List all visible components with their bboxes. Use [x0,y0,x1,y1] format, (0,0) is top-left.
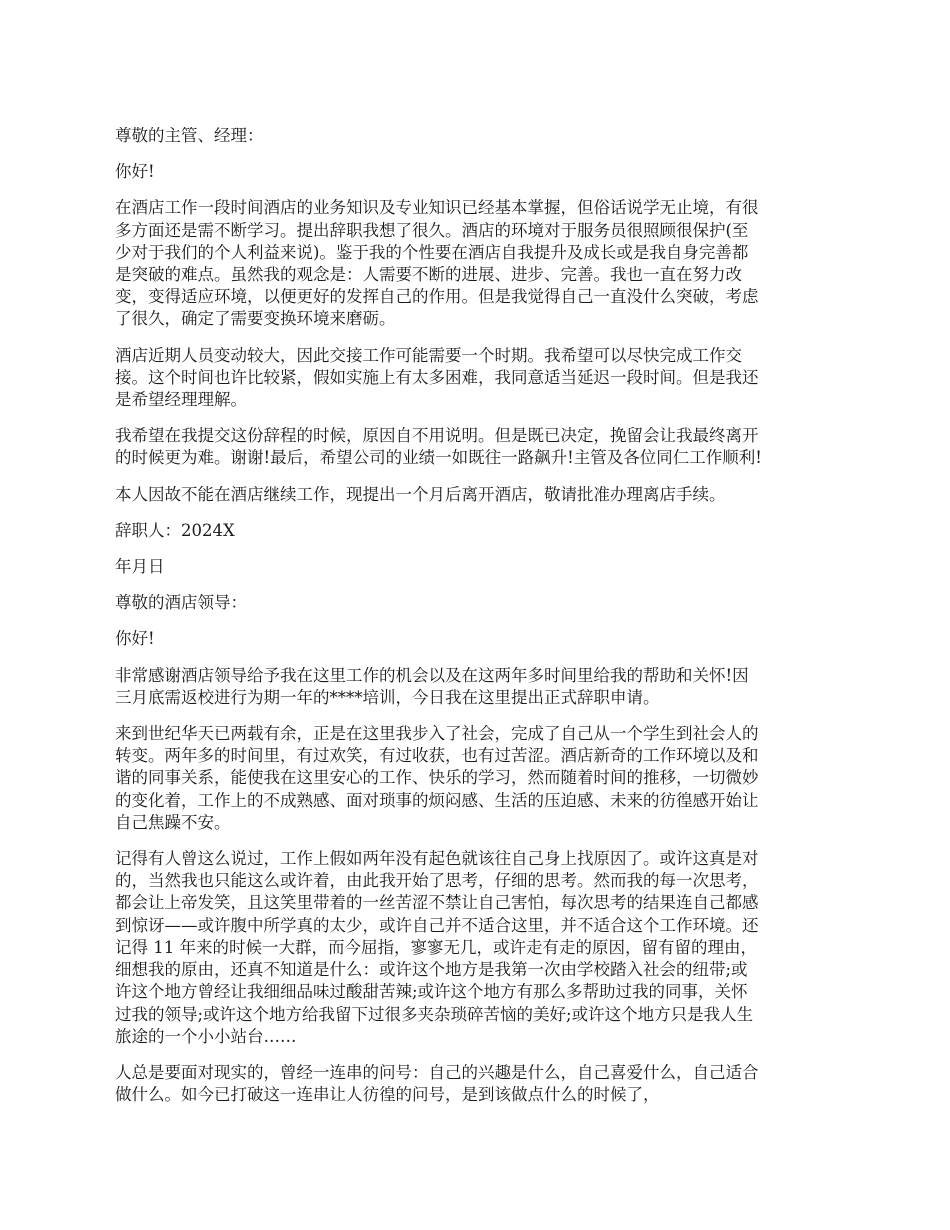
text-line: 本人因故不能在酒店继续工作，现提出一个月后离开酒店，敬请批准办理离店手续。 [115,484,726,504]
text-line: 的时候更为难。谢谢!最后，希望公司的业绩一如既往一路飙升!主管及各位同仁工作顺利! [115,448,762,468]
text-line: 转变。两年多的时间里，有过欢笑，有过收获，也有过苦涩。酒店新奇的工作环境以及和 [115,746,759,766]
text-line: 辞职人：2024X [115,520,235,540]
text-line: 在酒店工作一段时间酒店的业务知识及专业知识已经基本掌握，但俗话说学无止境，有很 [115,198,759,218]
text-line: 是希望经理理解。 [115,390,247,410]
text-line: 非常感谢酒店领导给予我在这里工作的机会以及在这两年多时间里给我的帮助和关怀!因 [115,665,749,685]
text-line: 来到世纪华天已两载有余，正是在这里我步入了社会，完成了自己从一个学生到社会人的 [115,724,759,744]
text-line: 的，当然我也只能这么或许着，由此我开始了思考，仔细的思考。然而我的每一次思考， [115,871,759,891]
text-line: 尊敬的主管、经理： [115,126,264,145]
text-line: 旅途的一个小小站台…… [115,1026,297,1046]
paragraph [115,848,843,1048]
paragraph [115,161,843,183]
paragraph [115,723,843,834]
text-line: 的变化着，工作上的不成熟感、面对琐事的烦闷感、生活的压迫感、未来的彷徨感开始让 [115,790,759,810]
text-line: 变，变得适应环境，以便更好的发挥自己的作用。但是我觉得自己一直没什么突破，考虑 [115,287,759,307]
paragraph [115,345,843,412]
text-line: 接。这个时间也许比较紧，假如实施上有太多困难，我同意适当延迟一段时间。但是我还 [115,367,759,387]
paragraph [115,484,843,506]
paragraph [115,125,843,147]
text-line: 做什么。如今已打破这一连串让人彷徨的问号，是到该做点什么的时候了， [115,1085,660,1105]
text-line: 年月日 [115,557,165,577]
text-line: 记得有人曾这么说过，工作上假如两年没有起色就该往自己身上找原因了。或许这真是对 [115,849,759,869]
text-line: 少对于我们的个人利益来说)。鉴于我的个性要在酒店自我提升及成长或是我自身完善都 [115,242,749,262]
paragraph [115,665,843,709]
text-line: 我希望在我提交这份辞程的时候，原因自不用说明。但是既已决定，挽留会让我最终离开 [115,426,759,446]
text-line: 你好! [115,629,155,649]
text-line: 细想我的原由，还真不知道是什么：或许这个地方是我第一次由学校踏入社会的纽带;或 [115,960,748,980]
document-page [115,125,843,1120]
text-line: 许这个地方曾经让我细细品味过酸甜苦辣;或许这个地方有那么多帮助过我的同事，关怀 [115,982,748,1002]
text-line: 三月底需返校进行为期一年的****培训，今日我在这里提出正式辞职申请。 [115,687,660,707]
paragraph [115,520,843,542]
text-line: 都会让上帝发笑，且这笑里带着的一丝苦涩不禁让自己害怕，每次思考的结果连自己都感 [115,893,759,913]
paragraph [115,197,843,330]
paragraph [115,1062,843,1106]
paragraph [115,592,843,614]
text-line: 你好! [115,162,155,182]
text-line: 是突破的难点。虽然我的观念是：人需要不断的进展、进步、完善。我也一直在努力改 [115,265,742,285]
text-line: 到惊讶——或许腹中所学真的太少，或许自己并不适合这里，并不适合这个工作环境。还 [115,915,759,935]
text-line: 尊敬的酒店领导： [115,593,247,613]
text-line: 多方面还是需不断学习。提出辞职我想了很久。酒店的环境对于服务员很照顾很保护(至 [115,220,749,240]
text-line: 谐的同事关系，能使我在这里安心的工作、快乐的学习，然而随着时间的推移，一切微妙 [115,768,759,788]
text-line: 过我的领导;或许这个地方给我留下过很多夹杂琐碎苦恼的美好;或许这个地方只是我人生 [115,1004,754,1024]
paragraph [115,556,843,578]
paragraph [115,628,843,650]
text-line: 了很久，确定了需要变换环境来磨砺。 [115,309,396,329]
text-line: 自己焦躁不安。 [115,812,231,832]
text-line: 酒店近期人员变动较大，因此交接工作可能需要一个时期。我希望可以尽快完成工作交 [115,345,742,365]
paragraph [115,425,843,469]
text-line: 记得 11 年来的时候一大群，而今屈指，寥寥无几，或许走有走的原因，留有留的理由， [115,937,757,957]
text-line: 人总是要面对现实的，曾经一连串的问号：自己的兴趣是什么，自己喜爱什么，自己适合 [115,1062,759,1082]
